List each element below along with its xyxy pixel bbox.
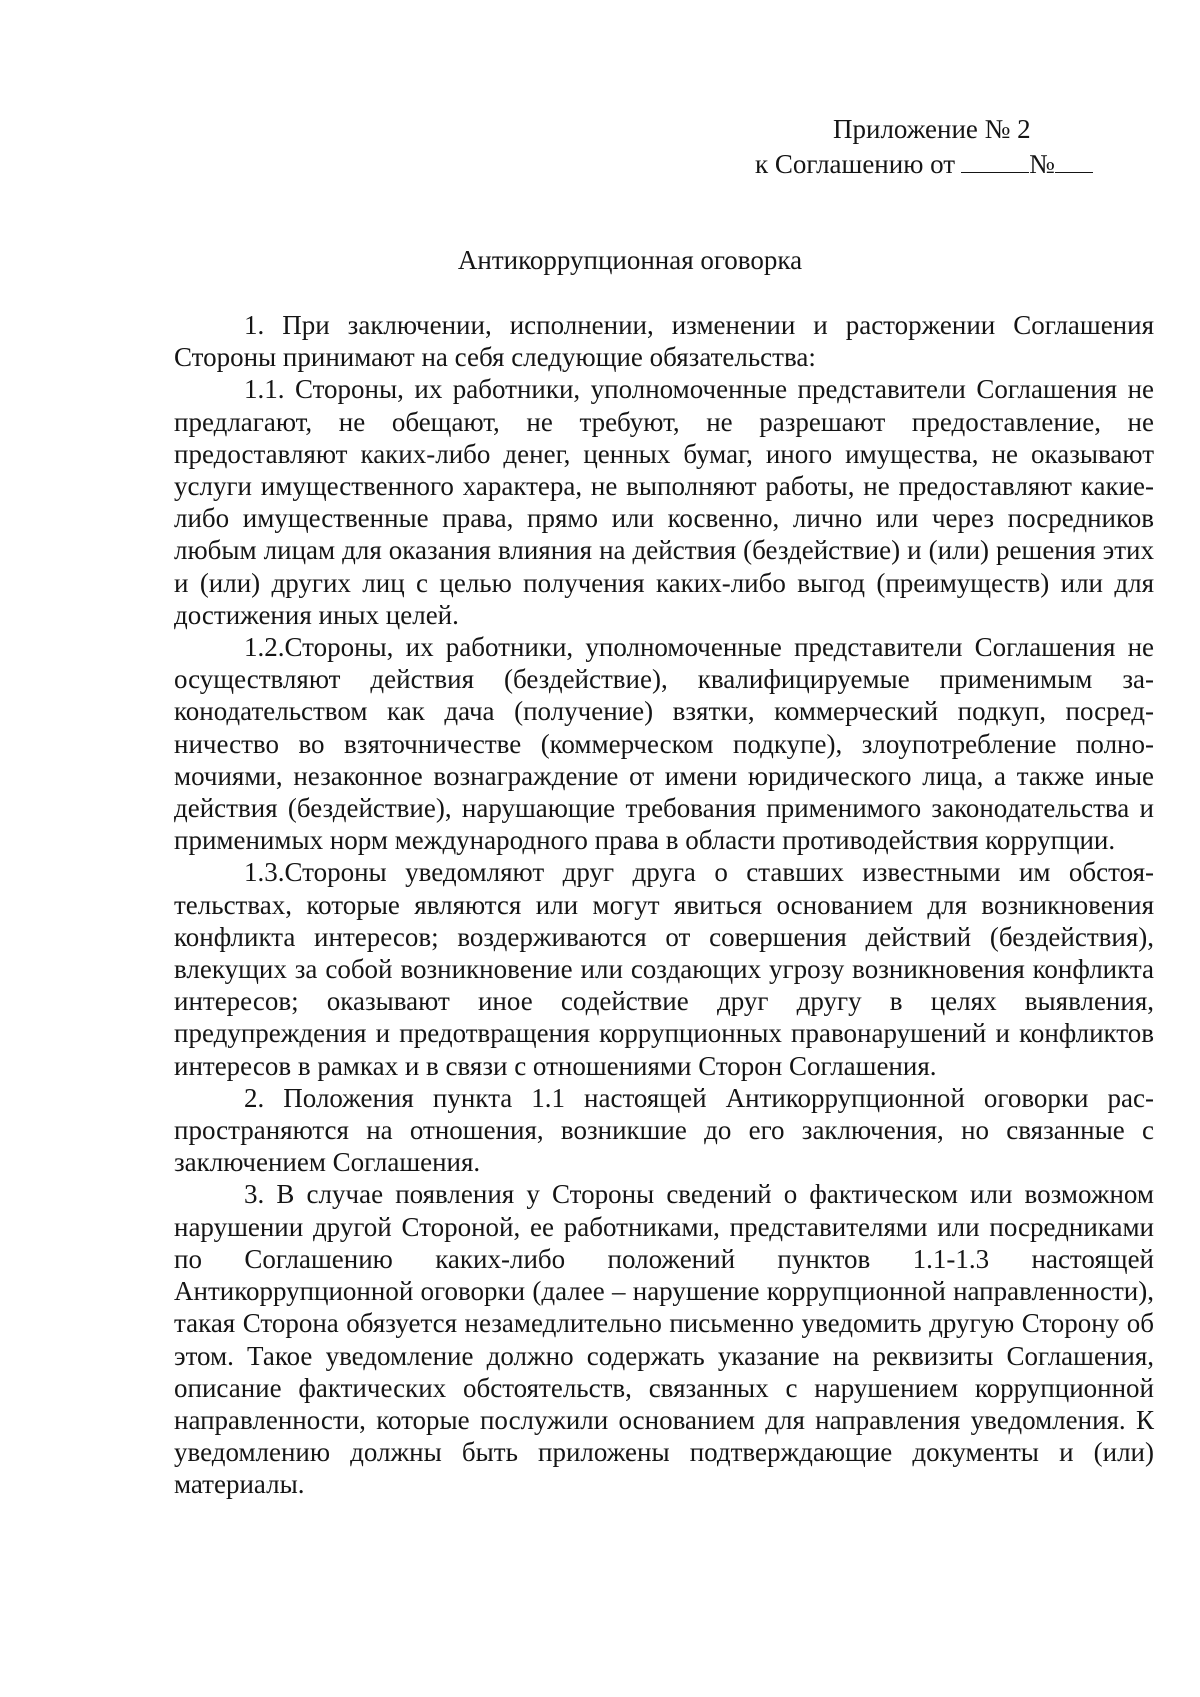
paragraph-1-1: 1.1. Стороны, их работники, уполномоченные представители Соглашения не предлагают, не обещают, не требуют, не разрешают предоставление, не предоставляют каких-либо денег, ценных бумаг, иного имущества, не оказывают услуги имущественного характера, не выполняют работы, не предоставляют какие-либо имущественные права, прямо или косвенно, лично или через посредников любым лицам для оказания влияния на действия (бездействие) и (или) решения этих и (или) других лиц с целью получения каких-либо выгод (преимуществ) или для достижения иных целей.: [174, 374, 1154, 630]
agreement-prefix: к Соглашению от: [755, 149, 956, 179]
paragraph-1-3: 1.3.Стороны уведомляют друг друга о ставших известными им обстоятельствах, которые являются или могут явиться основанием для возникновения конфликта интересов; воздерживаются от совершения действий (бездействия), влекущих за собой возникновение или создающих угрозу возникновения конфликта интересов; оказывают иное содействие друг другу в целях выявления, предупреждения и предотвращения коррупционных правонарушений и конфликтов интересов в рамках и в связи с отношениями Сторон Соглашения.: [174, 857, 1154, 1081]
appendix-label: Приложение № 2: [833, 114, 1031, 144]
date-blank-line: [961, 150, 1029, 173]
document-title: Антикоррупционная оговорка: [457, 245, 803, 275]
paragraph-2: 2. Положения пункта 1.1 настоящей Антикоррупционной оговорки распространяются на отношения, возникшие до его заключения, но связанные с заключением Соглашения.: [174, 1082, 1154, 1178]
number-blank-line: [1055, 150, 1093, 173]
paragraph-1-2: 1.2.Стороны, их работники, уполномоченные представители Соглашения не осуществляют действия (бездействие), квалифицируемые применимым законодательством как дача (получение) взятки, коммерческий подкуп, посредничество во взяточничестве (коммерческом подкупе), злоупотребление полномочиями, незаконное вознаграждение от имени юридического лица, а также иные действия (бездействие), нарушающие требования применимого законодательства и применимых норм международного права в области противодействия коррупции.: [174, 632, 1154, 856]
paragraph-1: 1. При заключении, исполнении, изменении и расторжении Соглашения Стороны принимают на себя следующие обязательства:: [174, 310, 1154, 373]
number-sign: №: [1029, 149, 1055, 179]
paragraph-3: 3. В случае появления у Стороны сведений о фактическом или возможном нарушении другой Стороной, ее работниками, представителями или посредниками по Соглашению каких-либо положений пунктов 1.1-1.3 настоящей Антикоррупционной оговорки (далее – нарушение коррупционной направленности), такая Сторона обязуется незамедлительно письменно уведомить другую Сторону об этом. Такое уведомление должно содержать указание на реквизиты Соглашения, описание фактических обстоятельств, связанных с нарушением коррупционной направленности, которые послужили основанием для направления уведомления. К уведомлению должны быть приложены подтверждающие документы и (или) материалы.: [174, 1179, 1154, 1500]
document-body: [174, 309, 1154, 1501]
agreement-reference: [700, 147, 1120, 182]
appendix-header: [700, 112, 1120, 182]
